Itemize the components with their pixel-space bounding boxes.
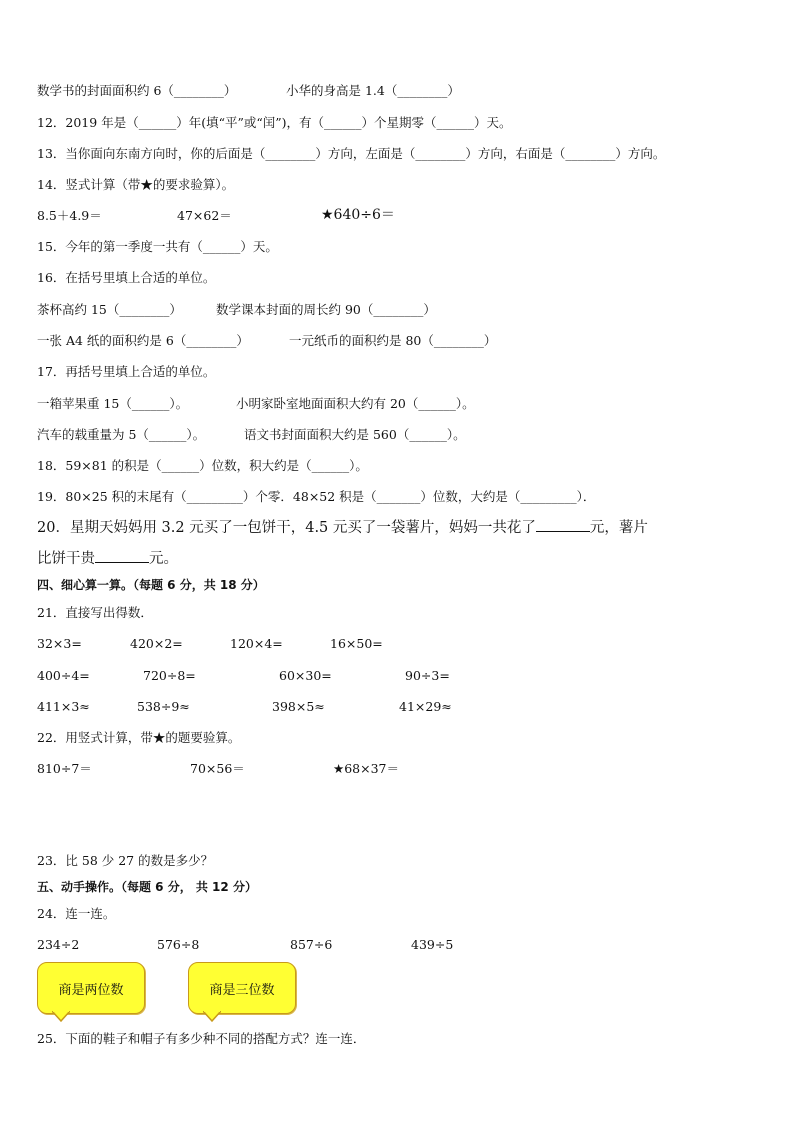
q21-item: 398×5≈ (272, 699, 325, 714)
q25: 25．下面的鞋子和帽子有多少种不同的搭配方式？连一连． (37, 1031, 366, 1046)
q16: 16．在括号里填上合适的单位。 (37, 270, 216, 285)
bubble-three-digit-label: 商是三位数 (209, 982, 275, 998)
q24-expr-2: 576÷8 (157, 937, 200, 952)
q23: 23．比 58 少 27 的数是多少？ (37, 853, 214, 868)
q20-line1 (37, 518, 648, 538)
q21-item: 32×3= (37, 636, 82, 651)
q20-blank-2 (95, 550, 149, 563)
q21: 21．直接写出得数． (37, 605, 153, 620)
q20-text-b: 元，薯片 (589, 520, 648, 536)
q17-apples: 一箱苹果重 15（______）。 (37, 396, 189, 411)
q17-book-cover: 语文书封面面积大约是 560（______）。 (244, 427, 466, 442)
q14-calc-1: 8.5＋4.9＝ (37, 208, 102, 223)
q17-bedroom: 小明家卧室地面面积大约有 20（______）。 (236, 396, 475, 411)
q21-item: 400÷4= (37, 668, 90, 683)
q20-text-c: 比饼干贵 (37, 551, 95, 567)
q12: 12．2019 年是（______）年(填“平”或“闰”)，有（______）个星期零（______）天。 (37, 115, 512, 130)
q17: 17．再括号里填上合适的单位。 (37, 364, 216, 379)
bubble-three-digit-quotient[interactable] (188, 962, 296, 1014)
q14-calc-2: 47×62＝ (177, 208, 232, 223)
q11-book-area: 数学书的封面面积约 6（________） (37, 83, 237, 98)
q21-item: 120×4= (230, 636, 283, 651)
section-5-heading: 五、动手操作。（每题 6 分， 共 12 分） (37, 880, 257, 894)
q16-book-perimeter: 数学课本封面的周长约 90（________） (216, 302, 436, 317)
q24-expr-3: 857÷6 (290, 937, 333, 952)
q22-calc-2: 70×56＝ (190, 761, 245, 776)
q15: 15．今年的第一季度一共有（______）天。 (37, 239, 278, 254)
q22: 22．用竖式计算，带★的题要验算。 (37, 730, 241, 745)
q20-text-a: 20．星期天妈妈用 3.2 元买了一包饼干，4.5 元买了一袋薯片，妈妈一共花了 (37, 520, 536, 536)
q14: 14．竖式计算（带★的要求验算）。 (37, 177, 235, 192)
q21-item: 420×2= (130, 636, 183, 651)
q21-item: 411×3≈ (37, 699, 90, 714)
q21-item: 41×29≈ (399, 699, 452, 714)
q21-item: 538÷9≈ (137, 699, 190, 714)
q16-cup: 茶杯高约 15（________） (37, 302, 182, 317)
q18: 18．59×81 的积是（______）位数，积大约是（______）。 (37, 458, 368, 473)
q24-expr-1: 234÷2 (37, 937, 80, 952)
bubble-tail-icon (203, 1011, 221, 1022)
q20-line2 (37, 549, 178, 569)
q22-calc-1: 810÷7＝ (37, 761, 92, 776)
q16-banknote: 一元纸币的面积约是 80（________） (289, 333, 497, 348)
q11-height: 小华的身高是 1.4（________） (286, 83, 460, 98)
q21-item: 60×30= (279, 668, 332, 683)
q24-expr-4: 439÷5 (411, 937, 454, 952)
section-4-heading: 四、细心算一算。（每题 6 分，共 18 分） (37, 578, 265, 592)
bubble-tail-icon (52, 1011, 70, 1022)
q17-truck: 汽车的载重量为 5（______）。 (37, 427, 206, 442)
q13: 13．当你面向东南方向时，你的后面是（________）方向，左面是（________）方向，右面是（________）方向。 (37, 146, 666, 161)
bubble-two-digit-quotient[interactable] (37, 962, 145, 1014)
q21-item: 720÷8= (143, 668, 196, 683)
bubble-two-digit-label: 商是两位数 (58, 982, 124, 998)
q22-calc-3: ★68×37＝ (333, 761, 399, 776)
q14-calc-3: ★640÷6＝ (321, 207, 395, 223)
q19: 19．80×25 积的末尾有（_________）个零．48×52 积是（_______）位数，大约是（_________）． (37, 489, 596, 504)
q24: 24．连一连。 (37, 906, 116, 921)
q21-item: 16×50= (330, 636, 383, 651)
q21-item: 90÷3= (405, 668, 450, 683)
q20-blank-1 (536, 519, 590, 532)
q20-text-d: 元。 (149, 551, 178, 567)
q16-a4: 一张 A4 纸的面积约是 6（________） (37, 333, 249, 348)
